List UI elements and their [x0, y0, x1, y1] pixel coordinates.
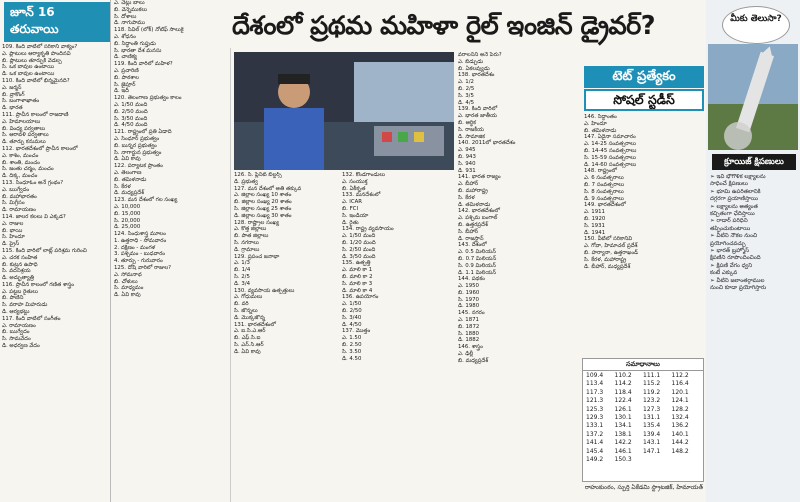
headline: దేశంలో ప్రథమ మహిళా రైల్ ఇంజిన్ డ్రైవర్? — [232, 11, 656, 41]
sidebar-text: ➢ ఇవి భౌగోళిక లక్ష్యాలను సాధించే క్షిపణులు ➢ భూమి ఉపరితలానికి దగ్గరగా ప్రయాణిస్తాయి ➢ లక్ష్యాలను అత్యంత కచ్చితంగా ఛేదిస్తాయి ➢ రాడార్ పరిధిని తప్పించుకుంటాయి ➢ వీటిని నౌకల నుంచి ప్రయోగించవచ్చు ➢ భారత్ బ్రహ్మోస్ క్షిపణిని రూపొందించింది ➢ క్షిపణి వేగం ధ్వని కంటే ఎక్కువ ➢ వీటిని జలాంతర్గాముల నుంచి కూడా ప్రయోగిస్తారు — [710, 174, 767, 292]
answer-cell: 129.3 — [586, 414, 604, 422]
answer-cell: 117.3 — [586, 388, 604, 396]
continuation-tag: జూన్ 16 తరువాయి — [4, 2, 110, 42]
section-title: సోషల్ స్టడీస్ — [584, 89, 704, 111]
answer-cell: 128.2 — [671, 405, 689, 413]
answer-cell: 139.4 — [643, 430, 661, 438]
answer-cell: 110.2 — [614, 372, 632, 379]
answers-grid — [583, 371, 703, 465]
answer-cell: 123.2 — [643, 397, 661, 405]
answer-cell: 113.4 — [586, 380, 604, 388]
answer-cell: 111.1 — [643, 372, 661, 379]
answer-cell: 116.4 — [671, 380, 689, 388]
answer-cell: 131.1 — [643, 414, 661, 422]
answer-cell: 115.2 — [643, 380, 661, 388]
questions-col-1: 109. కింది వాటిలో సరికాని వాక్యం? ఎ. ప్లాటులు ఆర్యాకృతి పొందినవి బి. ప్లాటులు తూర్పుకి వెడల్ప సి. ఒక బావుల ఉంటాయి డి. ఒక బావుల ఉంటాయి 110. కింది వాటిలో భిన్నమైనది? ఎ. జర్మన్ బి. వ్రాకొంగ్ సి. బంగాళాఖాతం డి. భారత 111. ప్రాచీన కాలంలో రాజదాణి ఎ. హిమాలయాలు బి. వింధ్య పర్వతాలు సి. ఆరావళి పర్వతాలు డి. తూర్పు కనుమలు 112. భారతదేశంలో ప్రాచీన కాలంలో ఎ. కాశిం, మంచం బి. శాంతి, మంచం సి. జంతు చర్మం, మంచం డి. దిక్క, మంచం 113. సింధూఓం అనే గ్రంథం? ఎ. ఋగ్వేదం బి. మహాభారతం సి. మిగ్రీసం డి. రామాయణం 114. జాలర కలలు వి ఎక్కడ? ఎ. రాజుల బి. భాయి సి. హిందూ డి. ప్రైస్ 115. కింది వారిలో లాట్ల్ పరిశ్రమ గురించి ఎ. చరక సంహిత బి. కుట్రన ఉపాధి సి. వదనిశ్రయ డి. అద్భుత్యాత్రి 116. ప్రాచీన కాలంలో గణిత శాస్త్రం ఎ. పట్టబ రైతులు బి. పాణిని సి. వరాహ మిహరుడు డి. ఆర్యభట్టు 117. కింది వాటిలో సంగీతం ఎ. రామాయణం బి. ఋగ్వేదం సి. సామవేదం డి. అధర్వణ వేదం — [2, 44, 87, 350]
column-rule — [110, 0, 111, 502]
answer-cell: 120.1 — [671, 388, 689, 396]
answer-cell: 127.3 — [643, 405, 661, 413]
answer-cell: 146.1 — [614, 447, 632, 455]
answer-cell: 133.1 — [586, 422, 604, 430]
answer-cell: 145.4 — [586, 447, 604, 455]
questions-col-3: 126. సి. ప్లేనిట్ బిల్డర్స్ డి. ప్రభుత్వ 127. మన దేశంలో అతి తక్కువ ఎ. జిల్లాల సంఖ్య 10 శాతం బి. జిల్లాల సంఖ్య 20 శాతం సి. జిల్లాల సంఖ్య 25 శాతం డి. జిల్లాల సంఖ్య 30 శాతం 128. రాష్ట్రాల సంఖ్య ఎ. కొత్త జిల్లాలు బి. పాత జిల్లాలు సి. నగరాలు డి. గ్రామాలు 129. ప్రపంచ జనాభా ఎ. 1/3 బి. 1/4 సి. 2/5 డి. 3/4 130. వ్యవసాయ ఉత్పత్తులు ఎ. గోధుమలు బి. వరి సి. జొన్నలు డి. మొక్కజొన్న 131. భారతదేశంలో ఎ. ఐ.సి.ఎ.ఆర్ బి. ఎఫ్.సి.ఐ సి. ఎన్.సి.ఆర్ డి. ఏవి కావు — [234, 172, 302, 355]
answer-cell: 122.4 — [614, 397, 632, 405]
answer-cell: 125.3 — [586, 405, 604, 413]
answer-cell: 112.2 — [671, 372, 689, 379]
answer-cell: 143.1 — [643, 439, 661, 447]
answer-cell: 150.3 — [614, 456, 632, 464]
answer-cell: 144.2 — [671, 439, 689, 447]
answers-box — [582, 358, 704, 482]
answer-cell: 109.4 — [586, 372, 604, 379]
questions-col-6: 146. సిద్ధాంతం ఎ. హిందూ బి. తమిళనాడు 147. ఏదైనా సమాచారం ఎ. 14-25 సంవత్సరాలు బి. 14-45 సంవత్సరాలు సి. 15-59 సంవత్సరాలు డి. 14-60 సంవత్సరాలు 148. రాష్ట్రంలో ఎ. 6 సంవత్సరాలు బి. 7 సంవత్సరాలు సి. 8 సంవత్సరాలు డి. 9 సంవత్సరాలు 149. భారతదేశంలో ఎ. 1911 బి. 1920 సి. 1931 డి. 1941 150. వీటిలో సరికానివి ఎ. గోవా, హిమాచల్ ప్రదేశ్ బి. హర్యానా, ఉత్తరాఖండ్ సి. కేరళ, మహారాష్ట్ర డి. బీహార్, మధ్యప్రదేశ్ — [584, 114, 639, 270]
answer-cell: 140.1 — [671, 430, 689, 438]
answer-cell: 136.2 — [671, 422, 689, 430]
train-driver-photo — [234, 52, 454, 170]
answer-cell: 141.4 — [586, 439, 604, 447]
answer-cell: 148.2 — [671, 447, 689, 455]
answer-cell: 147.1 — [643, 447, 661, 455]
answer-cell: 119.2 — [643, 388, 661, 396]
answer-cell: 126.1 — [614, 405, 632, 413]
credit-line: రాహుకుంఠం, స్ఫుర్తి ఏకేడమి స్ట్రాటజిక్, హిమాయత్ — [584, 484, 703, 491]
answer-cell: 149.2 — [586, 456, 604, 464]
missile-photo — [708, 44, 798, 150]
answer-cell: 132.4 — [671, 414, 689, 422]
missile-illustration — [708, 44, 798, 150]
questions-col-2: ఎ. చెట్లు బాలు బి. వెన్నెముకలు సి. దోశాలు డి. నాగుపాము 118. సివిల్ (లోక్) నోటిఫ్ సాలుకై ఎ. శోధనం బి. సిద్ధాంతి గుప్తుడు సి. భారతా దేశ మనసు డి. చాణిక్య 119. కింది వారిలో మహిళ? ఎ. ప్రచారిణి బి. పాఠశాల సి. జైపూర్ డి. ఇదీ 120. తెలంగాణ ప్రభుత్వం కాలం ఎ. 1/50 మంది బి. 2/50 మంది సి. 3/50 మంది డి. 4/50 మంది 121. రాష్ట్రంలో ప్రతి ఏడాది ఎ. సింధూర్ ప్రభుత్వం బి. బున్నర ప్రభుత్వం సి. నాగార్జున ప్రభుత్వం డి. ఏవి కావు 122. పర్యాటక ప్రాంతం ఎ. తెలంగాణ బి. తమిళనాడు సి. కేరళ డి. మధ్యప్రదేశ్ 123. మన దేశంలో గల సంఖ్య ఎ. 10,000 బి. 15,000 సి. 20,000 డి. 25,000 124. సింధుశాస్త్ర మూలం 1. ఉత్తరాధి - సోమవారం 2. దక్షిణం - మంగళ 3. పశ్చిమం - బుధవారం 4. తూర్పు - గురువారం 125. దోషి వారిలో రాజుల? ఎ. సోమనాథ బి. చోళులు సి. మాధ్యమం డి. ఏవి కావు — [114, 0, 184, 299]
answers-title: సమాధానాలు — [583, 359, 703, 371]
answer-cell: 135.4 — [643, 422, 661, 430]
did-you-know-bubble: మీకు తెలుసా? — [722, 6, 790, 44]
answer-cell: 138.1 — [614, 430, 632, 438]
questions-col-4: 132. కొండగాండులు ఎ. సంయుక్త బి. ఏకీకృత 133. మనదేశంలో ఎ. ICAR బి. FCI సి. ఇండియా డి. రైతు 134. రాష్ట్ర వ్యవసాయం ఎ. 1/50 మంది బి. 1/20 మంది సి. 2/50 మంది డి. 3/50 మంది 135. ఉత్పత్తి ఎ. మాలి కా 1 బి. మాలి కా 2 సి. మాలి కా 3 డి. మాలి కా 4 136. ఉపయోగం ఎ. 1/50 బి. 2/50 సి. 3/40 డి. 4/50 137. మొత్తం ఎ. 1.50 బి. 2.50 సి. 3.50 డి. 4.50 — [342, 172, 394, 362]
answer-cell: 134.1 — [614, 422, 632, 430]
answer-cell: 137.2 — [586, 430, 604, 438]
sidebar-title: క్రూయిజ్ క్షిపణులు — [712, 154, 796, 170]
driver-illustration — [234, 52, 454, 170]
questions-col-5: వరాలనిని అనే పేరు? ఎ. బిడ్చుడు బి. ఏకలవ్యుడు 138. భారతదేశం ఎ. 1/2 బి. 2/5 సి. 3/5 డి. 4/5 139. కింది వారిలో ఎ. భారత జాతీయ బి. ఆర్థిక సి. రాజకీయ డి. సామాజిక 140. 2011లో భారతదేశం ఎ. 945 బి. 943 సి. 940 డి. 931 141. భారత రాజ్యం ఎ. బీహార్ బి. మహారాష్ట్ర సి. కేరళ డి. తమిళనాడు 142. భారతదేశంలో ఎ. పశ్చిమ బంగాల్ బి. ఉత్తరప్రదేశ్ సి. బీహార్ డి. రాజస్థాన్ 143. దేశంలో ఎ. 0.5 మిలియన్ బి. 0.7 మిలియన్ సి. 0.9 మిలియన్ డి. 1.1 మిలియన్ 144. పథకం ఎ. 1950 బి. 1960 సి. 1970 డి. 1980 145. నగరం ఎ. 1871 బి. 1872 సి. 1880 డి. 1882 146. శాస్త్రం ఎ. ఢిల్లీ బి. మధ్యప్రదేశ్ — [458, 52, 516, 364]
answer-cell: 124.1 — [671, 397, 689, 405]
answer-cell: 130.1 — [614, 414, 632, 422]
left-column — [2, 0, 110, 502]
answer-cell: 121.3 — [586, 397, 604, 405]
section-badge: టెట్ ప్రత్యేకం — [584, 66, 704, 88]
answer-cell: 118.4 — [614, 388, 632, 396]
column-rule — [230, 48, 231, 502]
answer-cell: 142.2 — [614, 439, 632, 447]
answer-cell: 114.2 — [614, 380, 632, 388]
